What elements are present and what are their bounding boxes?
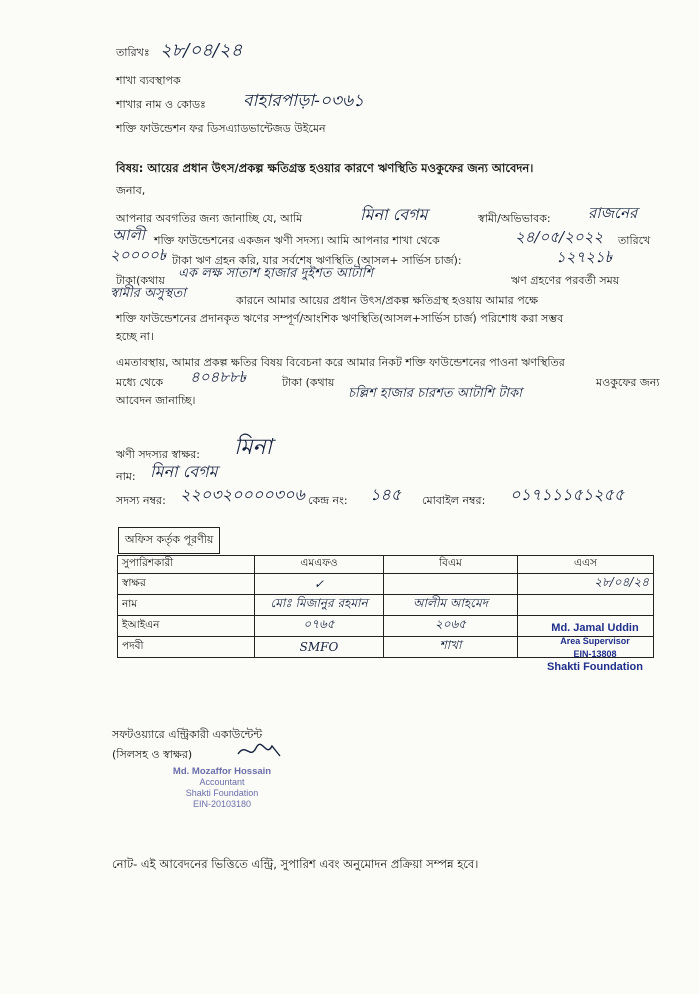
table-cell [384, 574, 518, 595]
note-line: নোট- এই আবেদনের ভিত্তিতে এন্ট্রি, সুপারিশ এবং অনুমোদন প্রক্রিয়া সম্পন্ন হবে। [112, 857, 479, 871]
body1-l1a: আপনার অবগতির জন্য জানাচ্ছি যে, আমি [116, 212, 303, 225]
date-row [116, 44, 150, 63]
acc-stamp-title: Accountant [199, 777, 245, 787]
branch-label: শাখার নাম ও কোডঃ [116, 98, 206, 111]
table-cell: ২০৬৫ [384, 616, 518, 637]
balance-hand: ১২৭২১৳ [556, 248, 613, 266]
body2-l2c: মওকুফের জন্য [596, 376, 660, 389]
office-use-box [118, 527, 220, 554]
table-cell: ✓ [255, 574, 384, 595]
table-header-row [118, 556, 654, 574]
row-label: নাম [118, 595, 255, 616]
header-cell: এএস [518, 556, 654, 574]
body2-line3: আবেদন জানাচ্ছি। [116, 394, 196, 407]
waive-words-hand: চল্লিশ হাজার চারশত আটাশি টাকা [348, 386, 522, 401]
to-line: শাখা ব্যবস্থাপক [116, 74, 181, 87]
body1-line3: টাকা ঋণ গ্রহন করি, যার সর্বশেষ ঋণস্থিতি (আসল+ সার্ভিস চার্জ): [172, 254, 462, 267]
accountant-signature [236, 740, 284, 762]
header-cell: বিএম [384, 556, 518, 574]
table-cell [518, 595, 654, 616]
member-number-label: সদস্য নম্বর: [116, 494, 166, 507]
table-cell: আলীম আহমেদ [384, 595, 518, 616]
body1-l4b: ঋণ গ্রহণের পরবর্তী সময় [511, 274, 620, 287]
member-name-hand: মিনা বেগম [360, 205, 428, 224]
header-cell: সুপারিশকারী [118, 556, 255, 574]
body1-line2: শক্তি ফাউন্ডেশনের একজন ঋণী সদস্য। আমি আপনার শাখা থেকে [154, 234, 440, 247]
acc-stamp-org: Shakti Foundation [185, 788, 259, 798]
branch-value: বাহারপাড়া-০৩৬১ [243, 91, 365, 111]
table-cell: মোঃ মিজানুর রহমান [255, 595, 384, 616]
member-sign-label: ঋণী সদস্যর স্বাক্ষর: [116, 448, 200, 461]
member-signature: মিনা [234, 435, 273, 460]
guardian-hand: রাজনের [588, 204, 638, 222]
body1-line5: কারনে আমার আয়ের প্রধান উৎস/প্রকল্প ক্ষতিগ্রস্থ হওয়ায় আমার পক্ষে [236, 294, 539, 307]
guardian-hand-2: আলী [112, 226, 145, 244]
body1-l1b: স্বামী/অভিভাবক: [478, 212, 551, 225]
acc-stamp-ein: EIN-20103180 [192, 799, 252, 809]
body2-line1: এমতাবস্থায়, আমার প্রকল্প ক্ষতির বিষয় বিবেচনা করে আমার নিকট শক্তি ফাউন্ডেশনের পাওনা ঋণস্থিতির [116, 356, 565, 369]
loan-amount-hand: ২০০০০৳ [110, 246, 167, 264]
center-value: ১৪৫ [370, 485, 402, 504]
org-line: শক্তি ফাউন্ডেশন ফর ডিসএ্যাডভান্টেজড উইমেন [116, 122, 326, 135]
body2-l2b: টাকা (কথায় [282, 376, 335, 389]
body1-line6: শক্তি ফাউন্ডেশনের প্রদানকৃত ঋণের সম্পূর্ণ/আংশিক ঋণস্থিতি(আসল+সার্ভিস চার্জ) পরিশোধ করা সম্ভব [116, 312, 564, 325]
body1-l2b: তারিখে [618, 234, 651, 247]
table-cell: SMFO [255, 637, 384, 658]
accountant-stamp [152, 766, 292, 810]
table-cell: ০৭৬৫ [255, 616, 384, 637]
center-label: কেন্দ্র নং: [308, 494, 348, 507]
accountant-line1: সফটওয়্যারে এন্ট্রিকারী একাউন্টেন্ট [112, 728, 263, 741]
mobile-value: ০১৭১১১৫১২৫৫ [510, 485, 625, 504]
date-label: তারিখঃ [116, 46, 150, 59]
reason-hand: স্বামীর অসুস্থতা [110, 286, 186, 301]
table-row [118, 574, 654, 595]
date-value: ২৮/০৪/২৪ [160, 40, 243, 61]
header-cell: এমএফও [255, 556, 384, 574]
member-number-value: ২২০৩২০০০০৩০৬ [180, 485, 305, 504]
table-cell: ২৮/০৪/২৪ [518, 574, 654, 595]
body2-l2a: মধ্যে থেকে [116, 376, 164, 389]
accountant-line2: (সিলসহ ও স্বাক্ষর) [112, 748, 193, 761]
office-use-label: অফিস কর্তৃক পূরণীয় [125, 533, 214, 546]
member-name-label: নাম: [116, 470, 136, 483]
row-label: ইআইএন [118, 616, 255, 637]
waive-amount-hand: ৪০৪৮৮৳ [190, 368, 247, 386]
acc-stamp-name: Md. Mozaffor Hossain [172, 766, 272, 777]
body1-l4: টাকা(কথায় [116, 274, 165, 287]
subject-line: বিষয়: আয়ের প্রধান উৎস/প্রকল্প ক্ষতিগ্রস্ত হওয়ার কারণে ঋণস্থিতি মওকুফের জন্য আবেদন। [116, 161, 534, 175]
body1-line7: হচ্ছে না। [116, 330, 154, 343]
stamp-ein: EIN-13808 [573, 649, 617, 659]
salutation: জনাব, [116, 184, 146, 197]
row-label: স্বাক্ষর [118, 574, 255, 595]
mobile-label: মোবাইল নম্বর: [422, 494, 486, 507]
words-hand: এক লক্ষ সাতাশ হাজার দুইশত আটাশি [178, 266, 374, 281]
table-row [118, 595, 654, 616]
table-cell: শাখা [384, 637, 518, 658]
loan-date-hand: ২৪/০৫/২০২২ [515, 228, 604, 246]
stamp-org: Shakti Foundation [547, 661, 643, 673]
area-supervisor-stamp [532, 622, 658, 674]
row-label: পদবী [118, 637, 255, 658]
member-name-value: মিনা বেগম [150, 462, 218, 481]
stamp-title: Area Supervisor [560, 636, 630, 646]
stamp-name: Md. Jamal Uddin [551, 622, 639, 634]
